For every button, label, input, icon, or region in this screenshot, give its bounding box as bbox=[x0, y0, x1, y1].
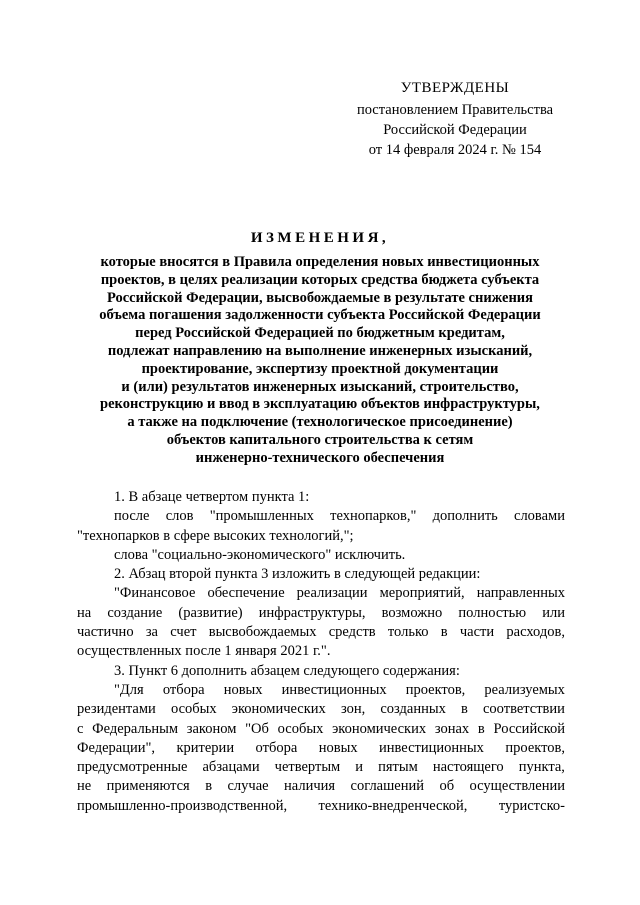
word: реализации bbox=[296, 585, 368, 602]
word: экономических bbox=[231, 701, 326, 718]
word: особых bbox=[170, 701, 217, 718]
word: резидентами bbox=[77, 701, 156, 718]
approval-line: от 14 февраля 2024 г. № 154 bbox=[368, 142, 542, 158]
word: обеспечение bbox=[207, 585, 285, 602]
subtitle-line: реконструкцию и ввод в эксплуатацию объектов инфраструктуры, bbox=[100, 396, 540, 413]
word: отбора bbox=[162, 681, 205, 698]
word: за bbox=[145, 624, 158, 641]
paragraph-line bbox=[77, 758, 565, 777]
word: критерии bbox=[176, 739, 235, 756]
word: законом bbox=[186, 720, 237, 737]
word: "Для bbox=[114, 681, 144, 698]
word: возможно bbox=[381, 604, 443, 621]
word: проектов, bbox=[505, 739, 565, 756]
paragraph-line: слова "социально-экономического" исключить. bbox=[114, 546, 406, 563]
word: отбора bbox=[255, 739, 298, 756]
word: и bbox=[355, 759, 364, 776]
paragraph-line: "технопарков в сфере высоких технологий,"; bbox=[77, 527, 354, 544]
word: соглашений bbox=[350, 778, 424, 795]
paragraph-line: 2. Абзац второй пункта 3 изложить в следующей редакции: bbox=[114, 566, 481, 583]
paragraph-line bbox=[77, 681, 565, 700]
word: об bbox=[439, 778, 455, 795]
approval-line: Российской Федерации bbox=[383, 122, 527, 138]
paragraph-line bbox=[77, 604, 565, 623]
word: создание bbox=[107, 604, 163, 621]
word: высвобождаемых bbox=[208, 624, 317, 641]
word: Федерации", bbox=[77, 739, 156, 756]
word: словами bbox=[514, 508, 565, 525]
document-title: ИЗМЕНЕНИЯ, bbox=[250, 230, 390, 246]
subtitle-line: и (или) результатов инженерных изысканий, строительство, bbox=[121, 378, 519, 395]
subtitle-line: перед Российской Федерацией по бюджетным кредитам, bbox=[135, 325, 505, 342]
word: с bbox=[77, 720, 84, 737]
word: на bbox=[77, 604, 92, 621]
word: Федеральным bbox=[92, 720, 179, 737]
subtitle-line: инженерно-технического обеспечения bbox=[195, 449, 445, 466]
word: части bbox=[459, 624, 495, 641]
word: направленных bbox=[476, 585, 565, 602]
subtitle-line: Российской Федерации, высвобождаемые в результате снижения bbox=[107, 289, 533, 306]
word: предусмотренные bbox=[77, 759, 188, 776]
word: туристско- bbox=[498, 797, 565, 814]
word: реализуемых bbox=[484, 681, 565, 698]
paragraph-line bbox=[77, 797, 565, 816]
word: в bbox=[440, 624, 448, 641]
word: новых bbox=[223, 681, 263, 698]
word: мероприятий, bbox=[379, 585, 465, 602]
approval-title: УТВЕРЖДЕНЫ bbox=[400, 80, 510, 96]
word: в bbox=[205, 778, 213, 795]
word: счет bbox=[170, 624, 197, 641]
word: в bbox=[460, 701, 468, 718]
word: полностью bbox=[458, 604, 527, 621]
subtitle-line: проектов, в целях реализации которых средства бюджета субъекта bbox=[100, 271, 540, 288]
word: особых bbox=[277, 720, 324, 737]
word: или bbox=[542, 604, 565, 621]
subtitle-line: проектирование, экспертизу проектной документации bbox=[141, 360, 499, 377]
word: пятым bbox=[378, 759, 418, 776]
paragraph-line: 3. Пункт 6 дополнить абзацем следующего содержания: bbox=[114, 662, 460, 679]
word: случае bbox=[227, 778, 269, 795]
word: осуществлении bbox=[469, 778, 565, 795]
word: зон, bbox=[340, 701, 366, 718]
word: технико-внедренческой, bbox=[318, 797, 468, 814]
word: после bbox=[114, 508, 150, 525]
word: применяются bbox=[106, 778, 190, 795]
word: "Финансовое bbox=[114, 585, 196, 602]
paragraph-line bbox=[77, 507, 565, 526]
word: дополнить bbox=[432, 508, 498, 525]
word: в bbox=[477, 720, 485, 737]
word: экономических bbox=[332, 720, 427, 737]
word: расходов, bbox=[506, 624, 565, 641]
word: средств bbox=[328, 624, 376, 641]
document-body bbox=[77, 488, 565, 816]
word: (развитие) bbox=[178, 604, 243, 621]
paragraph-line bbox=[77, 720, 565, 739]
word: только bbox=[387, 624, 429, 641]
word: Российской bbox=[493, 720, 565, 737]
word: зонах bbox=[434, 720, 470, 737]
document-subtitle bbox=[60, 254, 580, 468]
word: созданных bbox=[380, 701, 446, 718]
word: частично bbox=[77, 624, 134, 641]
paragraph-line: 1. В абзаце четвертом пункта 1: bbox=[114, 489, 310, 505]
word: промышленно-производственной, bbox=[77, 797, 288, 814]
subtitle-line: которые вносятся в Правила определения новых инвестиционных bbox=[100, 254, 540, 270]
word: технопарков," bbox=[330, 508, 417, 525]
word: новых bbox=[318, 739, 358, 756]
word: слов bbox=[165, 508, 194, 525]
paragraph-line bbox=[77, 623, 565, 642]
word: абзацами bbox=[202, 759, 260, 776]
subtitle-line: объема погашения задолженности субъекта Российской Федерации bbox=[99, 307, 541, 324]
word: пункта, bbox=[518, 759, 565, 776]
word: соответствии bbox=[482, 701, 565, 718]
paragraph-line bbox=[77, 584, 565, 603]
paragraph-line: осуществленных после 1 января 2021 г.". bbox=[77, 643, 331, 660]
subtitle-line: подлежат направлению на выполнение инженерных изысканий, bbox=[107, 342, 533, 359]
word: настоящего bbox=[432, 759, 504, 776]
paragraph-line bbox=[77, 700, 565, 719]
approval-line: постановлением Правительства bbox=[356, 102, 554, 118]
word: наличия bbox=[284, 778, 336, 795]
approval-block bbox=[330, 78, 580, 160]
word: инвестиционных bbox=[281, 681, 387, 698]
word: проектов, bbox=[405, 681, 466, 698]
paragraph-line bbox=[77, 739, 565, 758]
subtitle-line: а также на подключение (технологическое присоединение) bbox=[127, 414, 513, 431]
word: четвертым bbox=[274, 759, 341, 776]
subtitle-line: объектов капитального строительства к сетям bbox=[166, 431, 474, 448]
word: "Об bbox=[245, 720, 269, 737]
paragraph-line bbox=[77, 777, 565, 796]
word: не bbox=[77, 778, 92, 795]
word: инфраструктуры, bbox=[258, 604, 366, 621]
word: инвестиционных bbox=[379, 739, 484, 756]
word: "промышленных bbox=[209, 508, 314, 525]
